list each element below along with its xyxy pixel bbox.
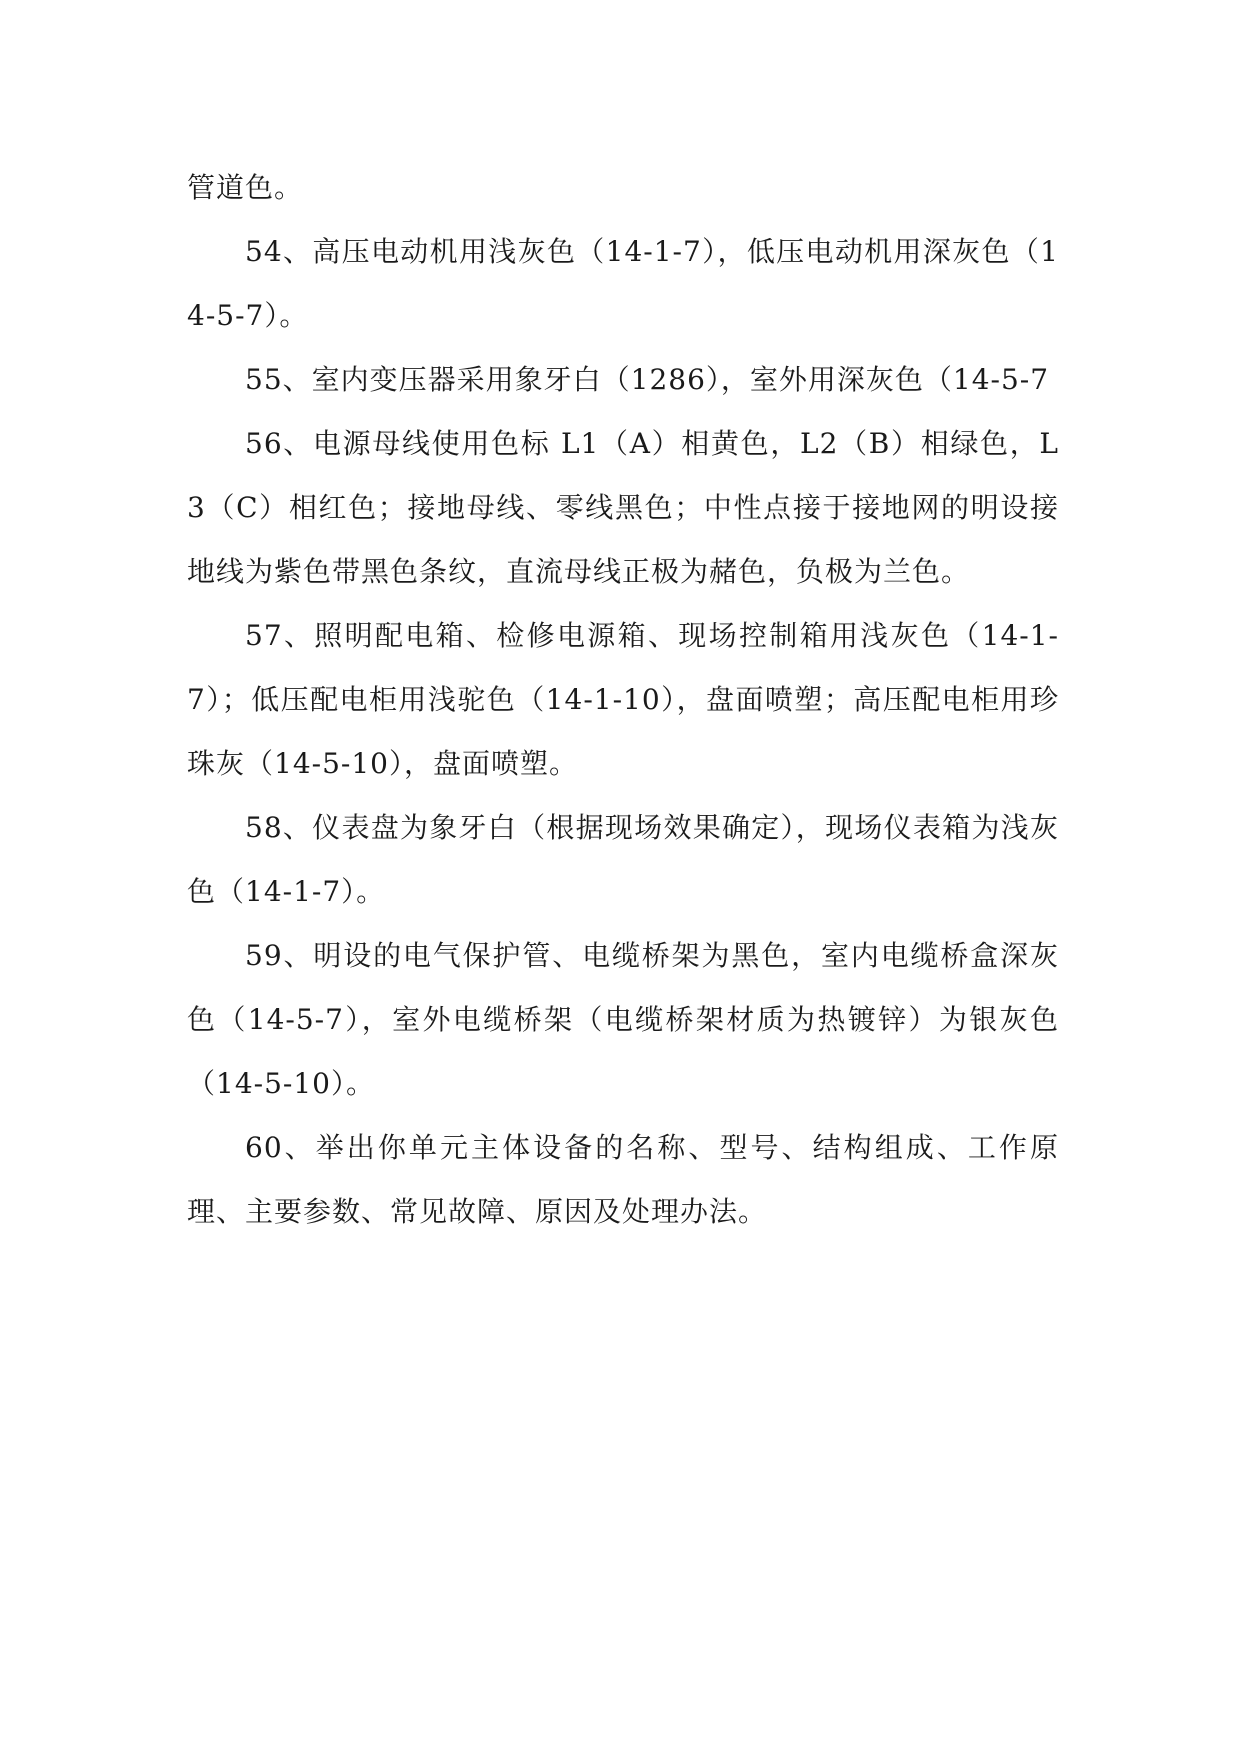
paragraph-item-56: 56、电源母线使用色标 L1（A）相黄色，L2（B）相绿色，L3（C）相红色；接地母线、零线黑色；中性点接于接地网的明设接地线为紫色带黑色条纹，直流母线正极为赭色，负极为兰色。 bbox=[187, 427, 1059, 588]
paragraph-continuation: 管道色。 bbox=[187, 171, 304, 204]
paragraph-item-59: 59、明设的电气保护管、电缆桥架为黑色，室内电缆桥盒深灰色（14-5-7），室外电缆桥架（电缆桥架材质为热镀锌）为银灰色（14-5-10）。 bbox=[187, 939, 1059, 1100]
document-body bbox=[187, 156, 1059, 1244]
paragraph-item-58: 58、仪表盘为象牙白（根据现场效果确定），现场仪表箱为浅灰色（14-1-7）。 bbox=[187, 811, 1059, 908]
paragraph-item-60: 60、举出你单元主体设备的名称、型号、结构组成、工作原理、主要参数、常见故障、原因及处理办法。 bbox=[187, 1131, 1059, 1228]
paragraph-item-57: 57、照明配电箱、检修电源箱、现场控制箱用浅灰色（14-1-7）；低压配电柜用浅驼色（14-1-10），盘面喷塑；高压配电柜用珍珠灰（14-5-10），盘面喷塑。 bbox=[187, 619, 1059, 780]
paragraph-item-55: 55、室内变压器采用象牙白（1286），室外用深灰色（14-5-7 bbox=[245, 363, 1050, 396]
paragraph-item-54: 54、高压电动机用浅灰色（14-1-7），低压电动机用深灰色（14-5-7）。 bbox=[187, 235, 1059, 332]
